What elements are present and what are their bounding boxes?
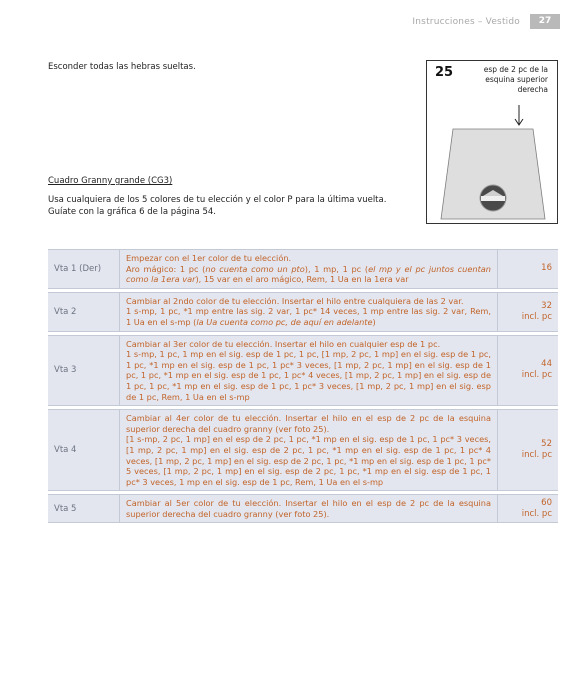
logo-badge-icon [480, 185, 506, 211]
count-note: incl. pc [521, 311, 552, 322]
count-value: 44 [541, 359, 552, 370]
round-instructions [120, 250, 498, 288]
count-value: 60 [541, 497, 552, 508]
table-row [48, 335, 558, 407]
stitch-count [498, 293, 558, 331]
count-value: 32 [541, 300, 552, 311]
photo-note: esp de 2 pc de la esquina superior derecha [483, 65, 548, 94]
header-title: Instrucciones – Vestido [412, 16, 520, 27]
stitch-count [498, 336, 558, 406]
count-note: incl. pc [521, 370, 552, 381]
instruction-line: Empezar con el 1er color de tu elección. [126, 253, 292, 263]
count-value: 16 [541, 263, 552, 274]
section-instruction: Usa cualquiera de los 5 colores de tu elección y el color P para la última vuelta. [48, 195, 387, 205]
intro-text: Esconder todas las hebras sueltas. [48, 62, 196, 72]
instruction-line: Cambiar al 5er color de tu elección. Insertar el hilo en el esp de 2 pc de la esquina superior derecha del cuadro granny (ver foto 25). [126, 498, 491, 519]
round-instructions [120, 293, 498, 331]
round-instructions [120, 495, 498, 522]
table-row [48, 409, 558, 491]
round-instructions [120, 336, 498, 406]
instruction-line: Cambiar al 3er color de tu elección. Insertar el hilo en cualquier esp de 1 pc. [126, 338, 441, 349]
instruction-line: [1 s-mp, 2 pc, 1 mp] en el esp de 2 pc, 1 pc, *1 mp en el sig. esp de 1 pc, 1 pc* 3 veces, [1 mp, 2 pc, 1 mp] en el sig. esp de 2 pc, 1 pc, *1 mp en el sig. esp de 1 pc, 1 pc* 4 veces, [1 mp, 2 pc, 1 mp] en el sig. esp de 2 pc, 1 pc, *1 mp en el sig. esp de 1 pc, 1 pc* 5 veces, [1 mp, 2 pc, 1 mp] en el sig. esp de 2 pc, 1 pc, *1 mp en el sig. esp de 1 pc, 1 pc* 3 veces, 1 mp en el sig. esp de 1 pc, Rem, 1 Ua en el s-mp [126, 434, 491, 487]
page-header [412, 14, 560, 29]
table-row [48, 494, 558, 523]
section-description [48, 194, 418, 218]
round-label: Vta 1 (Der) [48, 250, 120, 288]
instruction-line: Aro mágico: 1 pc (no cuenta como un pto), 1 mp, 1 pc (el mp y el pc juntos cuentan como la 1era var), 15 var en el aro mágico, Rem, 1 Ua en la 1era var [126, 263, 491, 285]
table-row [48, 249, 558, 289]
section-title: Cuadro Granny grande (CG3) [48, 176, 173, 186]
round-label: Vta 5 [48, 495, 120, 522]
photo-number: 25 [435, 65, 454, 80]
table-row [48, 292, 558, 332]
instruction-line: 1 s-mp, 1 pc, 1 mp en el sig. esp de 1 pc, 1 pc, [1 mp, 2 pc, 1 mp] en el sig. esp de 1 pc, 1 pc, *1 mp en el sig. esp de 1 pc, 1 pc* 3 veces, [1 mp, 2 pc, 1 mp] en el sig. esp de 1 pc, 1 pc, *1 mp en el sig. esp de 1 pc, 1 pc* 4 veces, [1 mp, 2 pc, 1 mp] en el sig. esp de 1 pc, 1 pc, *1 mp en el sig. esp de 1 pc, 1 pc* 3 veces, [1 mp, 2 pc, 1 mp] en el sig. esp de 1 pc, Rem, 1 Ua en el s-mp [126, 349, 491, 402]
instruction-line: Cambiar al 4er color de tu elección. Insertar el hilo en el esp de 2 pc de la esquina superior derecha del cuadro granny (ver foto 25). [126, 413, 491, 434]
instructions-table [48, 249, 558, 526]
section-reference: Guíate con la gráfica 6 de la página 54. [48, 207, 216, 217]
round-label: Vta 4 [48, 410, 120, 490]
count-value: 52 [541, 439, 552, 450]
instruction-line: 1 s-mp, 1 pc, *1 mp entre las sig. 2 var, 1 pc* 14 veces, 1 mp entre las sig. 2 var, Rem, 1 Ua en el s-mp (la Ua cuenta como pc, de aquí en adelante) [126, 306, 491, 327]
stitch-count [498, 495, 558, 522]
count-note: incl. pc [521, 508, 552, 519]
round-label: Vta 2 [48, 293, 120, 331]
page-number-badge: 27 [530, 14, 560, 29]
photo-25 [426, 60, 558, 224]
instruction-line: Cambiar al 2ndo color de tu elección. Insertar el hilo entre cualquiera de las 2 var. [126, 295, 464, 306]
count-note: incl. pc [521, 450, 552, 461]
round-label: Vta 3 [48, 336, 120, 406]
stitch-count [498, 250, 558, 288]
round-instructions [120, 410, 498, 490]
stitch-count [498, 410, 558, 490]
